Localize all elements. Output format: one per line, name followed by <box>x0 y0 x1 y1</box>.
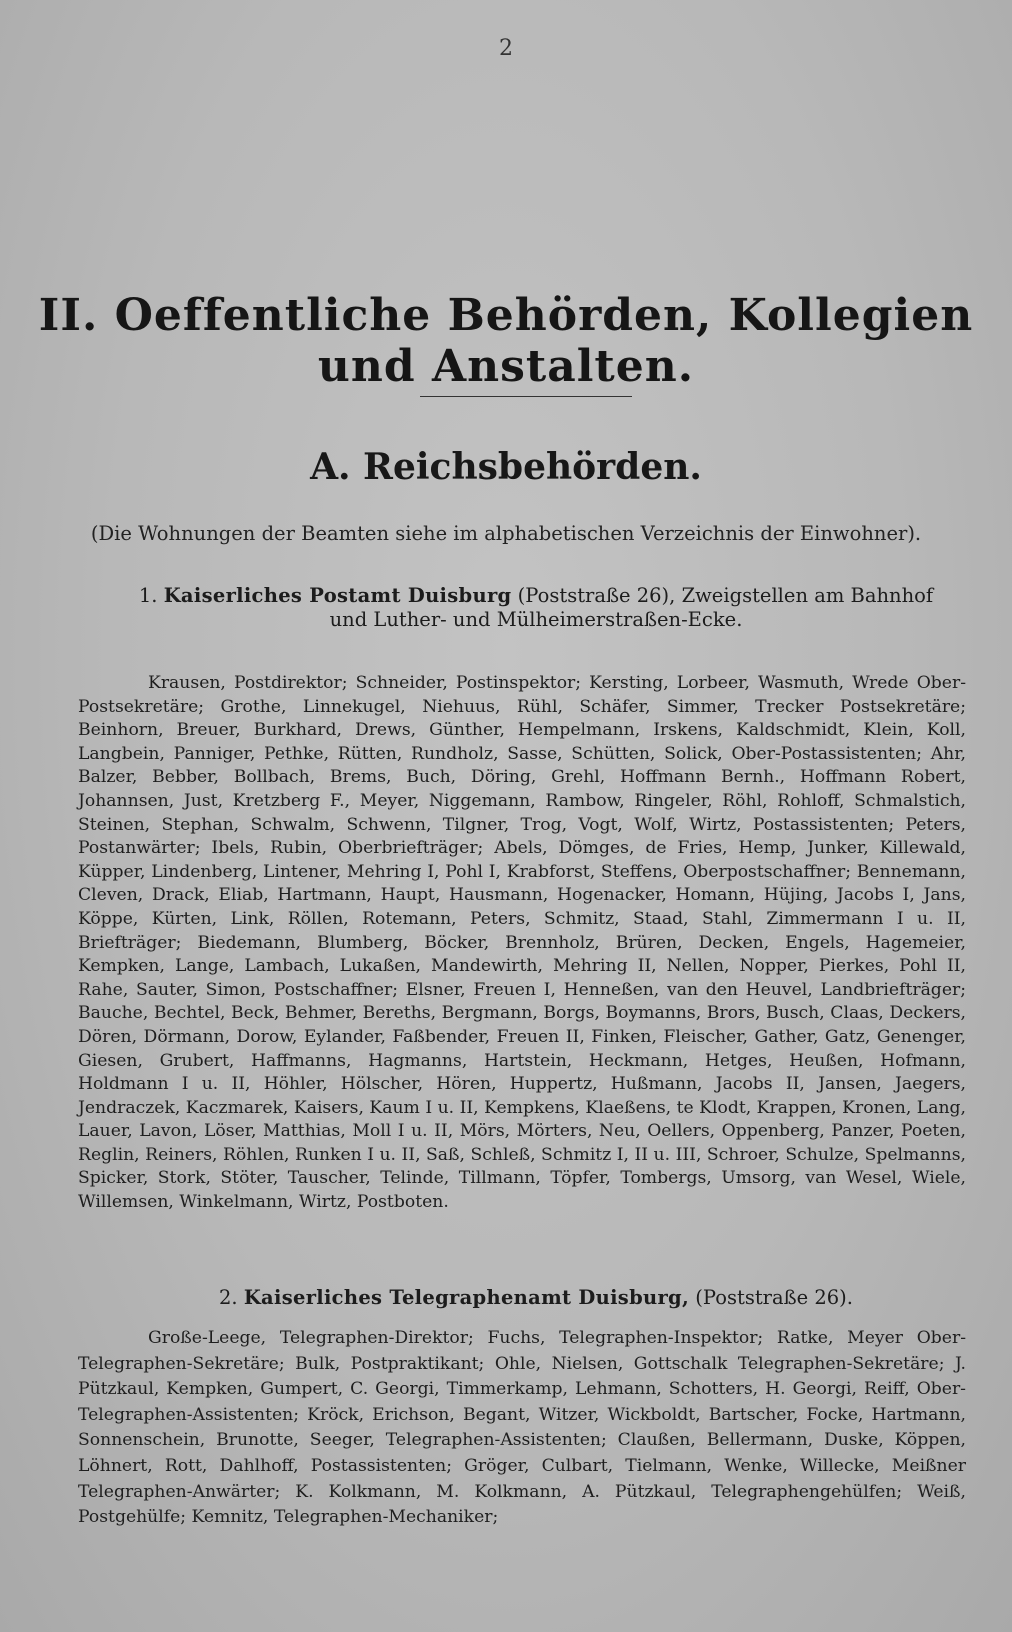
entry-body-telegraphenamt <box>78 1326 966 1531</box>
entry-detail-line2: und Luther- und Mülheimerstraßen-Ecke. <box>329 608 743 631</box>
entry-number: 1. <box>138 584 158 607</box>
entry-detail: (Poststraße 26). <box>695 1286 853 1309</box>
entry-heading-postamt <box>100 584 972 632</box>
entry-body-postamt <box>78 672 966 1215</box>
entry-name: Kaiserliches Postamt Duisburg <box>163 584 512 607</box>
entry-heading-telegraphenamt <box>100 1286 972 1310</box>
chapter-title: II. Oeffentliche Behörden, Kollegien und Anstalten. <box>38 290 974 392</box>
staff-list-telegraphenamt: Große-Leege, Telegraphen-Direktor; Fuchs, Telegraphen-Inspektor; Ratke, Meyer Ober-Telegraphen-Sekretäre; Bulk, Postpraktikant; Ohle, Nielsen, Gottschalk Telegraphen-Sekretäre; J. Pützkaul, Kempken, Gumpert, C. Georgi, Timmerkamp, Lehmann, Schotters, H. Georgi, Reiff, Ober-Telegraphen-Assistenten; Kröck, Erichson, Begant, Witzer, Wickboldt, Bartscher, Focke, Hartmann, Sonnenschein, Brunotte, Seeger, Telegraphen-Assistenten; Claußen, Bellermann, Duske, Köppen, Löhnert, Rott, Dahlhoff, Postassistenten; Gröger, Culbart, Tielmann, Wenke, Willecke, Meißner Telegraphen-Anwärter; K. Kolkmann, M. Kolkmann, A. Pützkaul, Telegraphengehülfen; Weiß, Postgehülfe; Kemnitz, Telegraphen-Mechaniker; <box>78 1328 966 1528</box>
page-number: 2 <box>499 36 513 61</box>
entry-detail: (Poststraße 26), Zweigstellen am Bahnhof <box>517 584 934 607</box>
section-heading: A. Reichsbehörden. <box>310 446 702 488</box>
entry-name: Kaiserliches Telegraphenamt Duisburg, <box>243 1286 690 1309</box>
residence-note: (Die Wohnungen der Beamten siehe im alphabetischen Verzeichnis der Einwohner). <box>90 522 922 545</box>
divider-rule <box>420 396 632 397</box>
entry-number: 2. <box>219 1286 238 1309</box>
staff-list-postamt: Krausen, Postdirektor; Schneider, Postinspektor; Kersting, Lorbeer, Wasmuth, Wrede Ober-Postsekretäre; Grothe, Linnekugel, Niehuus, Rühl, Schäfer, Simmer, Trecker Postsekretäre; Beinhorn, Breuer, Burkhard, Drews, Günther, Hempelmann, Irskens, Kaldschmidt, Klein, Koll, Langbein, Panniger, Pethke, Rütten, Rundholz, Sasse, Schütten, Solick, Ober-Postassistenten; Ahr, Balzer, Bebber, Bollbach, Brems, Buch, Döring, Grehl, Hoffmann Bernh., Hoffmann Robert, Johannsen, Just, Kretzberg F., Meyer, Niggemann, Rambow, Ringeler, Röhl, Rohloff, Schmalstich, Steinen, Stephan, Schwalm, Schwenn, Tilgner, Trog, Vogt, Wolf, Wirtz, Postassistenten; Peters, Postanwärter; Ibels, Rubin, Oberbriefträger; Abels, Dömges, de Fries, Hemp, Junker, Killewald, Küpper, Lindenberg, Lintener, Mehring I, Pohl I, Krabforst, Steffens, Oberpostschaffner; Bennemann, Cleven, Drack, Eliab, Hartmann, Haupt, Hausmann, Hogenacker, Homann, Hüjing, Jacobs I, Jans, Köppe, Kürten, Link, Röllen, Rotemann, Peters, Schmitz, Staad, Stahl, Zimmermann I u. II, Briefträger; Biedemann, Blumberg, Böcker, Brennholz, Brüren, Decken, Engels, Hagemeier, Kempken, Lange, Lambach, Lukaßen, Mandewirth, Mehring II, Nellen, Nopper, Pierkes, Pohl II, Rahe, Sauter, Simon, Postschaffner; Elsner, Freuen I, Henneßen, van den Heuvel, Landbriefträger; Bauche, Bechtel, Beck, Behmer, Bereths, Bergmann, Borgs, Boymanns, Brors, Busch, Claas, Deckers, Dören, Dörmann, Dorow, Eylander, Faßbender, Freuen II, Finken, Fleischer, Gather, Gatz, Genenger, Giesen, Grubert, Haffmanns, Hagmanns, Hartstein, Heckmann, Hetges, Heußen, Hofmann, Holdmann I u. II, Höhler, Hölscher, Hören, Huppertz, Hußmann, Jacobs II, Jansen, Jaegers, Jendraczek, Kaczmarek, Kaisers, Kaum I u. II, Kempkens, Klaeßens, te Klodt, Krappen, Kronen, Lang, Lauer, Lavon, Löser, Matthias, Moll I u. II, Mörs, Mörters, Neu, Oellers, Oppenberg, Panzer, Poeten, Reglin, Reiners, Röhlen, Runken I u. II, Saß, Schleß, Schmitz I, II u. III, Schroer, Schulze, Spelmanns, Spicker, Stork, Stöter, Tauscher, Telinde, Tillmann, Töpfer, Tombergs, Umsorg, van Wesel, Wiele, Willemsen, Winkelmann, Wirtz, Postboten. <box>78 673 966 1213</box>
